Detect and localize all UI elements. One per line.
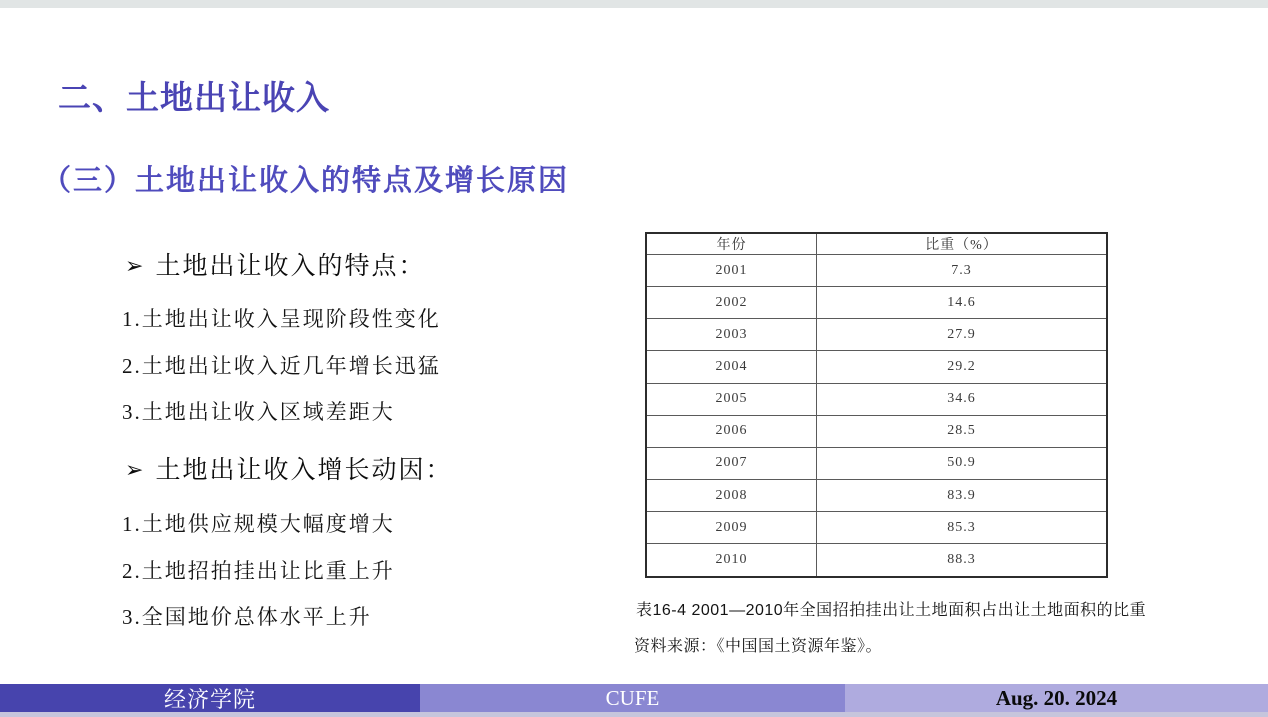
bullet-item: 3.全国地价总体水平上升 xyxy=(122,605,372,629)
arrow-bullet-icon: ➢ xyxy=(125,457,146,482)
data-table-body xyxy=(646,255,1107,578)
table-cell: 50.9 xyxy=(817,447,1107,479)
bullet-section-title-text: 土地出让收入的特点： xyxy=(155,253,426,280)
bullet-item: 1.土地出让收入呈现阶段性变化 xyxy=(122,307,441,331)
table-cell: 34.6 xyxy=(817,383,1107,415)
table-row xyxy=(646,415,1107,447)
table-row xyxy=(646,447,1107,479)
table-cell: 2001 xyxy=(646,255,817,287)
data-table-head xyxy=(646,233,1107,255)
table-cell: 14.6 xyxy=(817,287,1107,319)
bullet-section-title xyxy=(125,246,425,282)
table-row xyxy=(646,544,1107,577)
table-cell: 7.3 xyxy=(817,255,1107,287)
table-row xyxy=(646,255,1107,287)
table-row xyxy=(646,319,1107,351)
table-cell: 2008 xyxy=(646,479,817,511)
table-row xyxy=(646,479,1107,511)
table-header-cell: 比重（%） xyxy=(817,233,1107,255)
bullet-section-title xyxy=(125,450,452,486)
table-cell: 88.3 xyxy=(817,544,1107,577)
bullet-item: 3.土地出让收入区域差距大 xyxy=(122,400,395,424)
table-cell: 2006 xyxy=(646,415,817,447)
table-cell: 2003 xyxy=(646,319,817,351)
table-cell: 85.3 xyxy=(817,512,1107,544)
table-cell: 2010 xyxy=(646,544,817,577)
table-header-row xyxy=(646,233,1107,255)
table-row xyxy=(646,351,1107,383)
table-cell: 29.2 xyxy=(817,351,1107,383)
table-header-cell: 年份 xyxy=(646,233,817,255)
footer-university-label: CUFE xyxy=(605,685,660,710)
table-cell: 83.9 xyxy=(817,479,1107,511)
table-row xyxy=(646,512,1107,544)
slide-title: 二、土地出让收入 xyxy=(58,79,330,116)
bullet-item: 1.土地供应规模大幅度增大 xyxy=(122,512,395,536)
table-caption: 表16-4 2001—2010年全国招拍挂出让土地面积占出让土地面积的比重 xyxy=(636,602,1147,619)
top-strip xyxy=(0,0,1268,8)
table-cell: 2009 xyxy=(646,512,817,544)
footer-date-label: Aug. 20. 2024 xyxy=(995,685,1118,710)
table-source: 资料来源：《中国国土资源年鉴》。 xyxy=(634,638,883,655)
table-cell: 28.5 xyxy=(817,415,1107,447)
footer-bar xyxy=(0,684,1268,717)
footer-department-label: 经济学院 xyxy=(163,686,256,712)
footer-bottom-strip xyxy=(0,712,1268,717)
bullet-item: 2.土地出让收入近几年增长迅猛 xyxy=(122,354,441,378)
bullet-section-title-text: 土地出让收入增长动因： xyxy=(155,457,453,484)
table-cell: 2005 xyxy=(646,383,817,415)
footer-university-segment xyxy=(420,684,845,712)
table-cell: 2004 xyxy=(646,351,817,383)
table-row xyxy=(646,287,1107,319)
table-cell: 27.9 xyxy=(817,319,1107,351)
slide-subtitle: （三）土地出让收入的特点及增长原因 xyxy=(42,165,570,197)
arrow-bullet-icon: ➢ xyxy=(125,253,146,278)
footer-department-segment xyxy=(0,684,420,712)
table-cell: 2007 xyxy=(646,447,817,479)
table-cell: 2002 xyxy=(646,287,817,319)
table-row xyxy=(646,383,1107,415)
footer-date-segment xyxy=(845,684,1268,712)
data-table xyxy=(645,232,1108,578)
bullet-item: 2.土地招拍挂出让比重上升 xyxy=(122,559,395,583)
